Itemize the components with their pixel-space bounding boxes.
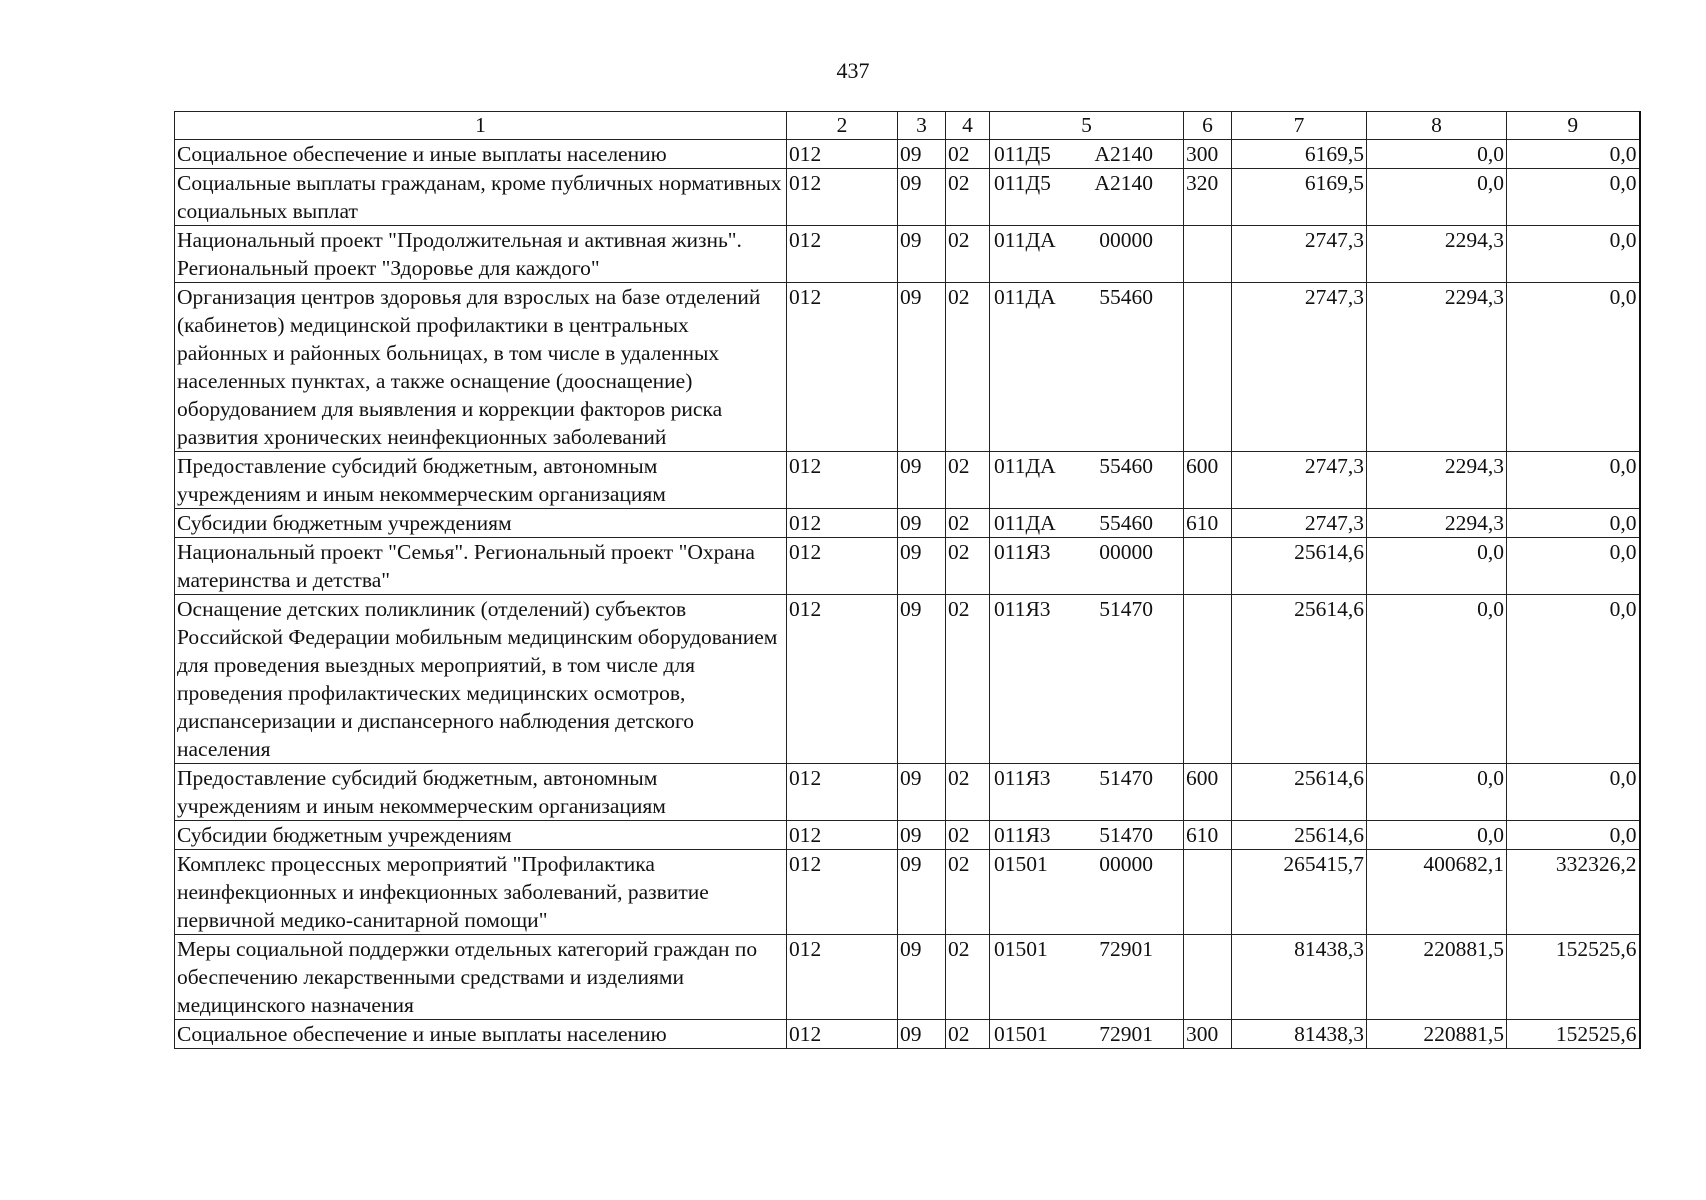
program-code: 011Я3 [994, 597, 1051, 621]
target-code [992, 1020, 1181, 1048]
amount-cell-9: 0,0 [1507, 595, 1640, 764]
row-name-cell: Социальные выплаты гражданам, кроме публичных нормативных социальных выплат [175, 169, 787, 226]
code-cell-5 [990, 538, 1184, 595]
code-cell-2: 012 [787, 821, 898, 850]
code-cell-3: 09 [898, 935, 946, 1020]
row-name-cell: Социальное обеспечение и иные выплаты населению [175, 140, 787, 169]
direction-code: А2140 [1094, 142, 1153, 166]
code-cell-2: 012 [787, 538, 898, 595]
amount-cell-7: 2747,3 [1232, 452, 1367, 509]
code-cell-4: 02 [946, 169, 990, 226]
table-row [175, 140, 1640, 169]
code-cell-2: 012 [787, 140, 898, 169]
code-cell-6: 300 [1184, 140, 1232, 169]
amount-cell-8: 0,0 [1367, 140, 1507, 169]
amount-cell-8: 0,0 [1367, 821, 1507, 850]
code-cell-3: 09 [898, 452, 946, 509]
code-cell-5 [990, 1020, 1184, 1049]
column-header: 5 [990, 112, 1184, 140]
program-code: 011ДА [994, 228, 1056, 252]
amount-cell-9: 0,0 [1507, 538, 1640, 595]
direction-code: 72901 [1099, 937, 1153, 961]
row-name-cell: Организация центров здоровья для взрослых на базе отделений (кабинетов) медицинской профилактики в центральных районных и районных больницах, в том числе в удаленных населенных пунктах, а также оснащение (дооснащение) оборудованием для выявления и коррекции факторов риска развития хронических неинфекционных заболеваний [175, 283, 787, 452]
program-code: 011Я3 [994, 823, 1051, 847]
direction-code: 51470 [1099, 823, 1153, 847]
target-code [992, 935, 1181, 963]
code-cell-5 [990, 452, 1184, 509]
program-code: 011Я3 [994, 766, 1051, 790]
amount-cell-7: 2747,3 [1232, 509, 1367, 538]
code-cell-6: 610 [1184, 821, 1232, 850]
target-code [992, 226, 1181, 254]
column-header: 1 [175, 112, 787, 140]
direction-code: А2140 [1094, 171, 1153, 195]
amount-cell-8: 0,0 [1367, 538, 1507, 595]
row-name-cell: Социальное обеспечение и иные выплаты населению [175, 1020, 787, 1049]
amount-cell-7: 81438,3 [1232, 935, 1367, 1020]
code-cell-2: 012 [787, 283, 898, 452]
direction-code: 51470 [1099, 597, 1153, 621]
table-row [175, 850, 1640, 935]
amount-cell-9: 0,0 [1507, 226, 1640, 283]
code-cell-4: 02 [946, 764, 990, 821]
column-header: 2 [787, 112, 898, 140]
amount-cell-7: 25614,6 [1232, 821, 1367, 850]
amount-cell-7: 81438,3 [1232, 1020, 1367, 1049]
amount-cell-9: 0,0 [1507, 509, 1640, 538]
code-cell-5 [990, 509, 1184, 538]
code-cell-4: 02 [946, 283, 990, 452]
page-number: 437 [836, 58, 870, 83]
code-cell-4: 02 [946, 821, 990, 850]
amount-cell-7: 6169,5 [1232, 140, 1367, 169]
code-cell-3: 09 [898, 764, 946, 821]
amount-cell-8: 0,0 [1367, 595, 1507, 764]
target-code [992, 509, 1181, 537]
row-name-cell: Меры социальной поддержки отдельных категорий граждан по обеспечению лекарственными средствами и изделиями медицинского назначения [175, 935, 787, 1020]
table-row [175, 595, 1640, 764]
amount-cell-8: 2294,3 [1367, 283, 1507, 452]
amount-cell-8: 2294,3 [1367, 452, 1507, 509]
amount-cell-8: 2294,3 [1367, 509, 1507, 538]
direction-code: 72901 [1099, 1022, 1153, 1046]
code-cell-3: 09 [898, 1020, 946, 1049]
direction-code: 55460 [1099, 454, 1153, 478]
program-code: 01501 [994, 937, 1048, 961]
code-cell-2: 012 [787, 935, 898, 1020]
code-cell-6 [1184, 935, 1232, 1020]
amount-cell-9: 0,0 [1507, 764, 1640, 821]
code-cell-2: 012 [787, 169, 898, 226]
amount-cell-9: 332326,2 [1507, 850, 1640, 935]
amount-cell-7: 25614,6 [1232, 538, 1367, 595]
column-header: 3 [898, 112, 946, 140]
amount-cell-9: 152525,6 [1507, 935, 1640, 1020]
budget-table [174, 111, 1641, 1049]
amount-cell-7: 25614,6 [1232, 764, 1367, 821]
amount-cell-9: 0,0 [1507, 140, 1640, 169]
code-cell-4: 02 [946, 140, 990, 169]
direction-code: 00000 [1099, 228, 1153, 252]
header-row [175, 112, 1640, 140]
code-cell-5 [990, 140, 1184, 169]
code-cell-6 [1184, 595, 1232, 764]
code-cell-6 [1184, 850, 1232, 935]
amount-cell-9: 152525,6 [1507, 1020, 1640, 1049]
code-cell-3: 09 [898, 140, 946, 169]
code-cell-5 [990, 595, 1184, 764]
row-name-cell: Национальный проект "Семья". Региональный проект "Охрана материнства и детства" [175, 538, 787, 595]
program-code: 01501 [994, 852, 1048, 876]
target-code [992, 452, 1181, 480]
code-cell-4: 02 [946, 850, 990, 935]
target-code [992, 169, 1181, 197]
table-header [175, 112, 1640, 140]
amount-cell-9: 0,0 [1507, 283, 1640, 452]
code-cell-2: 012 [787, 226, 898, 283]
code-cell-4: 02 [946, 538, 990, 595]
code-cell-2: 012 [787, 509, 898, 538]
row-name-cell: Национальный проект "Продолжительная и активная жизнь". Региональный проект "Здоровье для каждого" [175, 226, 787, 283]
column-header: 8 [1367, 112, 1507, 140]
table-row [175, 1020, 1640, 1049]
table-row [175, 226, 1640, 283]
row-name-cell: Оснащение детских поликлиник (отделений) субъектов Российской Федерации мобильным медицинским оборудованием для проведения выездных мероприятий, в том числе для проведения профилактических медицинских осмотров, диспансеризации и диспансерного наблюдения детского населения [175, 595, 787, 764]
table-row [175, 283, 1640, 452]
direction-code: 00000 [1099, 852, 1153, 876]
table-body [175, 140, 1640, 1049]
amount-cell-9: 0,0 [1507, 821, 1640, 850]
amount-cell-9: 0,0 [1507, 452, 1640, 509]
code-cell-2: 012 [787, 1020, 898, 1049]
code-cell-4: 02 [946, 1020, 990, 1049]
code-cell-3: 09 [898, 538, 946, 595]
amount-cell-8: 0,0 [1367, 169, 1507, 226]
program-code: 011ДА [994, 454, 1056, 478]
code-cell-6 [1184, 226, 1232, 283]
row-name-cell: Комплекс процессных мероприятий "Профилактика неинфекционных и инфекционных заболеваний, развитие первичной медико-санитарной помощи" [175, 850, 787, 935]
code-cell-3: 09 [898, 226, 946, 283]
code-cell-6: 610 [1184, 509, 1232, 538]
code-cell-3: 09 [898, 509, 946, 538]
table-row [175, 169, 1640, 226]
column-header: 7 [1232, 112, 1367, 140]
target-code [992, 140, 1181, 168]
amount-cell-8: 2294,3 [1367, 226, 1507, 283]
code-cell-5 [990, 935, 1184, 1020]
target-code [992, 283, 1181, 311]
program-code: 01501 [994, 1022, 1048, 1046]
direction-code: 55460 [1099, 511, 1153, 535]
code-cell-4: 02 [946, 452, 990, 509]
amount-cell-8: 0,0 [1367, 764, 1507, 821]
amount-cell-7: 6169,5 [1232, 169, 1367, 226]
row-name-cell: Субсидии бюджетным учреждениям [175, 821, 787, 850]
direction-code: 51470 [1099, 766, 1153, 790]
program-code: 011Я3 [994, 540, 1051, 564]
code-cell-6: 320 [1184, 169, 1232, 226]
direction-code: 00000 [1099, 540, 1153, 564]
code-cell-6 [1184, 283, 1232, 452]
table-row [175, 935, 1640, 1020]
row-name-cell: Предоставление субсидий бюджетным, автономным учреждениям и иным некоммерческим организациям [175, 452, 787, 509]
code-cell-6: 300 [1184, 1020, 1232, 1049]
amount-cell-7: 265415,7 [1232, 850, 1367, 935]
amount-cell-9: 0,0 [1507, 169, 1640, 226]
table-row [175, 821, 1640, 850]
code-cell-2: 012 [787, 764, 898, 821]
code-cell-3: 09 [898, 850, 946, 935]
amount-cell-7: 2747,3 [1232, 226, 1367, 283]
row-name-cell: Субсидии бюджетным учреждениям [175, 509, 787, 538]
code-cell-5 [990, 821, 1184, 850]
target-code [992, 821, 1181, 849]
column-header: 6 [1184, 112, 1232, 140]
column-header: 9 [1507, 112, 1640, 140]
amount-cell-8: 400682,1 [1367, 850, 1507, 935]
amount-cell-8: 220881,5 [1367, 935, 1507, 1020]
code-cell-6 [1184, 538, 1232, 595]
code-cell-3: 09 [898, 283, 946, 452]
amount-cell-7: 2747,3 [1232, 283, 1367, 452]
code-cell-5 [990, 226, 1184, 283]
target-code [992, 538, 1181, 566]
table-row [175, 509, 1640, 538]
code-cell-2: 012 [787, 595, 898, 764]
code-cell-2: 012 [787, 850, 898, 935]
code-cell-4: 02 [946, 226, 990, 283]
code-cell-4: 02 [946, 595, 990, 764]
code-cell-3: 09 [898, 169, 946, 226]
column-header: 4 [946, 112, 990, 140]
code-cell-5 [990, 169, 1184, 226]
program-code: 011Д5 [994, 171, 1051, 195]
target-code [992, 850, 1181, 878]
code-cell-3: 09 [898, 821, 946, 850]
row-name-cell: Предоставление субсидий бюджетным, автономным учреждениям и иным некоммерческим организациям [175, 764, 787, 821]
amount-cell-7: 25614,6 [1232, 595, 1367, 764]
amount-cell-8: 220881,5 [1367, 1020, 1507, 1049]
code-cell-6: 600 [1184, 764, 1232, 821]
code-cell-6: 600 [1184, 452, 1232, 509]
code-cell-4: 02 [946, 509, 990, 538]
direction-code: 55460 [1099, 285, 1153, 309]
program-code: 011ДА [994, 285, 1056, 309]
target-code [992, 595, 1181, 623]
target-code [992, 764, 1181, 792]
table-row [175, 538, 1640, 595]
code-cell-5 [990, 850, 1184, 935]
code-cell-4: 02 [946, 935, 990, 1020]
program-code: 011ДА [994, 511, 1056, 535]
table-row [175, 764, 1640, 821]
code-cell-3: 09 [898, 595, 946, 764]
code-cell-5 [990, 283, 1184, 452]
program-code: 011Д5 [994, 142, 1051, 166]
code-cell-5 [990, 764, 1184, 821]
table-row [175, 452, 1640, 509]
code-cell-2: 012 [787, 452, 898, 509]
